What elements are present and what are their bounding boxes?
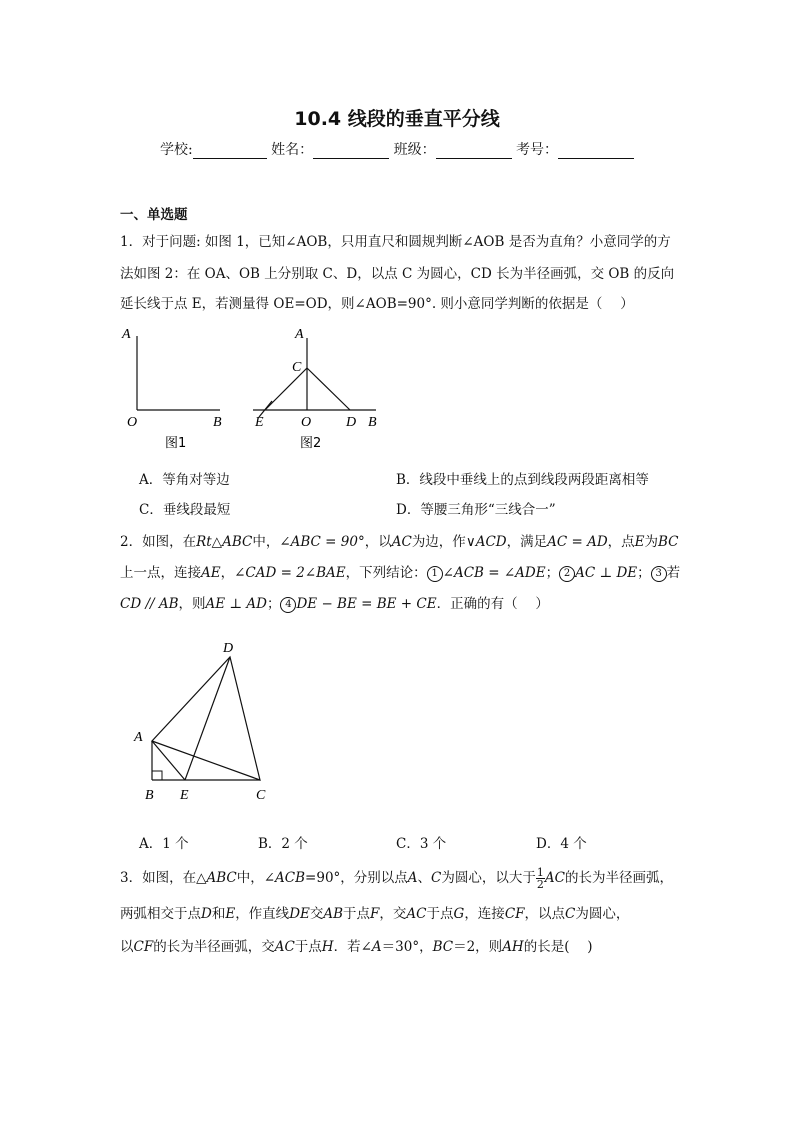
q2-math: Rt△ABC xyxy=(196,534,253,550)
q1-line-3: 延长线于点 E，若测量得 OE=OD，则∠AOB=90°. 则小意同学判断的依据是（ ） xyxy=(120,296,634,312)
circled-number-4: 4 xyxy=(280,597,296,613)
q2-text: ，则 xyxy=(178,596,206,612)
q3-math: C xyxy=(431,870,442,886)
q2-triangle-acd xyxy=(152,657,260,780)
q2-text: 为边，作 xyxy=(411,534,466,550)
q3-text: 于点 xyxy=(294,939,322,955)
q3-math: ABC xyxy=(206,870,237,886)
q2-text: ，以 xyxy=(364,534,392,550)
q3-text: 和 xyxy=(211,906,226,922)
q3-text: ＝30°， xyxy=(381,939,433,955)
q3-text: 的长为半径画弧，交 xyxy=(153,939,275,955)
fraction-numerator: 1 xyxy=(536,866,544,879)
exam-no-label: 考号： xyxy=(516,142,559,158)
q3-math: AC xyxy=(544,870,565,886)
q3-text: ．若∠ xyxy=(333,939,372,955)
q3-math: ACB xyxy=(275,870,306,886)
q3-text: 的长是( ) xyxy=(523,939,593,955)
q3-text: 交 xyxy=(309,906,324,922)
q1-option-c[interactable]: C．垂线段最短 xyxy=(139,502,231,518)
q2-math: E xyxy=(634,534,645,550)
q2-text: 中， xyxy=(252,534,280,550)
q2-text: 上一点，连接 xyxy=(120,565,201,581)
name-label: 姓名： xyxy=(271,142,314,158)
q3-math: CF xyxy=(133,939,154,955)
q2-option-d[interactable]: D．4 个 xyxy=(536,836,587,852)
fig2-label-o: O xyxy=(301,415,312,430)
q1-option-a[interactable]: A．等角对等边 xyxy=(139,472,230,488)
q3-text: 、 xyxy=(417,870,432,886)
fig1-label-a: A xyxy=(122,327,131,342)
page-title: 10.4 线段的垂直平分线 xyxy=(294,108,500,130)
section-title: 一、单选题 xyxy=(120,207,188,223)
q2-label-c: C xyxy=(256,788,266,803)
q3-math: AC xyxy=(274,939,295,955)
q3-math: BC xyxy=(432,939,454,955)
q3-text: =90°，分别以点 xyxy=(305,870,408,886)
q3-text: 中，∠ xyxy=(236,870,276,886)
q3-math: F xyxy=(370,906,380,922)
q2-math: AC ⊥ DE xyxy=(575,565,638,581)
fraction-one-half xyxy=(536,867,545,890)
q3-math: AC xyxy=(406,906,427,922)
q2-math: CD // AB xyxy=(120,596,179,612)
q3-text: 的长为半径画弧， xyxy=(564,870,673,886)
q3-text: ，连接 xyxy=(464,906,505,922)
q3-text: ＝2，则 xyxy=(453,939,503,955)
q2-option-a[interactable]: A．1 个 xyxy=(139,836,189,852)
q3-math: G xyxy=(453,906,465,922)
class-label: 班级： xyxy=(393,142,436,158)
q2-math: AC xyxy=(391,534,412,550)
q1-line-1: 1．对于问题: 如图 1，已知∠AOB，只用直尺和圆规判断∠AOB 是否为直角？小意同学的方 xyxy=(120,234,671,250)
q3-line-2 xyxy=(120,902,629,922)
q1-option-b[interactable]: B．线段中垂线上的点到线段两段距离相等 xyxy=(396,472,649,488)
q2-math: AE ⊥ AD xyxy=(205,596,267,612)
q3-text: 以 xyxy=(120,939,134,955)
q1-line-2: 法如图 2：在 OA、OB 上分别取 C、D，以点 C 为圆心，CD 长为半径画弧，交 OB 的反向 xyxy=(120,266,675,282)
q2-math: ∠CAD = 2∠BAE xyxy=(234,565,346,581)
circled-number-3: 3 xyxy=(651,566,667,582)
q3-math: DE xyxy=(289,906,310,922)
fig2-label-a: A xyxy=(295,327,304,342)
q3-math: A xyxy=(371,939,382,955)
q3-math: CF xyxy=(504,906,525,922)
q3-math: AH xyxy=(502,939,524,955)
q3-text: 为圆心， xyxy=(575,906,630,922)
q2-text: ，点 xyxy=(607,534,635,550)
q2-option-b[interactable]: B．2 个 xyxy=(258,836,308,852)
q2-text: 为 xyxy=(644,534,659,550)
q2-math: BC xyxy=(658,534,679,550)
fraction-denominator: 2 xyxy=(536,878,544,891)
q3-text: 为圆心，以大于 xyxy=(441,870,536,886)
q3-text: ，以点 xyxy=(524,906,566,922)
q2-text: ， xyxy=(220,565,235,581)
q3-math: D xyxy=(201,906,212,922)
q3-math: A xyxy=(407,870,418,886)
fig1-caption: 图1 xyxy=(165,436,187,451)
q3-math: E xyxy=(225,906,236,922)
q2-right-angle-mark xyxy=(152,771,162,780)
q3-text: 两弧相交于点 xyxy=(120,906,201,922)
fig2-caption: 图2 xyxy=(300,436,322,451)
q3-math: AB xyxy=(323,906,344,922)
q2-math: ∠ACB = ∠ADE xyxy=(442,565,546,581)
q3-text: 于点 xyxy=(343,906,371,922)
q2-math: ∠ABC = 90° xyxy=(279,534,365,550)
q2-text: 若 xyxy=(666,565,681,581)
school-label: 学校: xyxy=(159,142,193,158)
fig2-label-d: D xyxy=(346,415,357,430)
circled-number-2: 2 xyxy=(559,566,575,582)
q3-text: 于点 xyxy=(426,906,454,922)
fig1-label-b: B xyxy=(213,415,222,430)
q2-text: ； xyxy=(637,565,651,581)
q2-text: ，满足 xyxy=(506,534,548,550)
q2-text: ； xyxy=(545,565,560,581)
q3-text: 3．如图，在△ xyxy=(120,870,207,886)
q3-text: ，交 xyxy=(379,906,407,922)
q3-line-3 xyxy=(120,935,593,955)
q2-text: ，下列结论： xyxy=(345,565,427,581)
q2-math: AE xyxy=(201,565,221,581)
q2-label-a: A xyxy=(134,730,143,745)
q2-math: DE − BE = BE + CE xyxy=(296,596,437,612)
q1-option-d[interactable]: D．等腰三角形“三线合一” xyxy=(396,502,556,518)
q2-math: AC = AD xyxy=(547,534,608,550)
q2-option-c[interactable]: C．3 个 xyxy=(396,836,447,852)
circled-number-1: 1 xyxy=(427,566,443,582)
q2-label-e: E xyxy=(180,788,189,803)
q2-text: ； xyxy=(266,596,281,612)
q2-text: 2．如图，在 xyxy=(120,534,197,550)
q2-text: ．正确的有（ ） xyxy=(436,596,549,612)
fig2-label-c: C xyxy=(292,360,302,375)
fig2-label-b: B xyxy=(368,415,377,430)
q2-label-d: D xyxy=(223,641,234,656)
q3-math: H xyxy=(321,939,334,955)
q3-math: C xyxy=(565,906,576,922)
q2-math: ∨ACD xyxy=(465,534,507,550)
q3-text: ，作直线 xyxy=(235,906,290,922)
q2-label-b: B xyxy=(145,788,154,803)
q3-line-1 xyxy=(120,866,673,890)
fig2-label-e: E xyxy=(255,415,264,430)
fig1-label-o: O xyxy=(127,415,138,430)
